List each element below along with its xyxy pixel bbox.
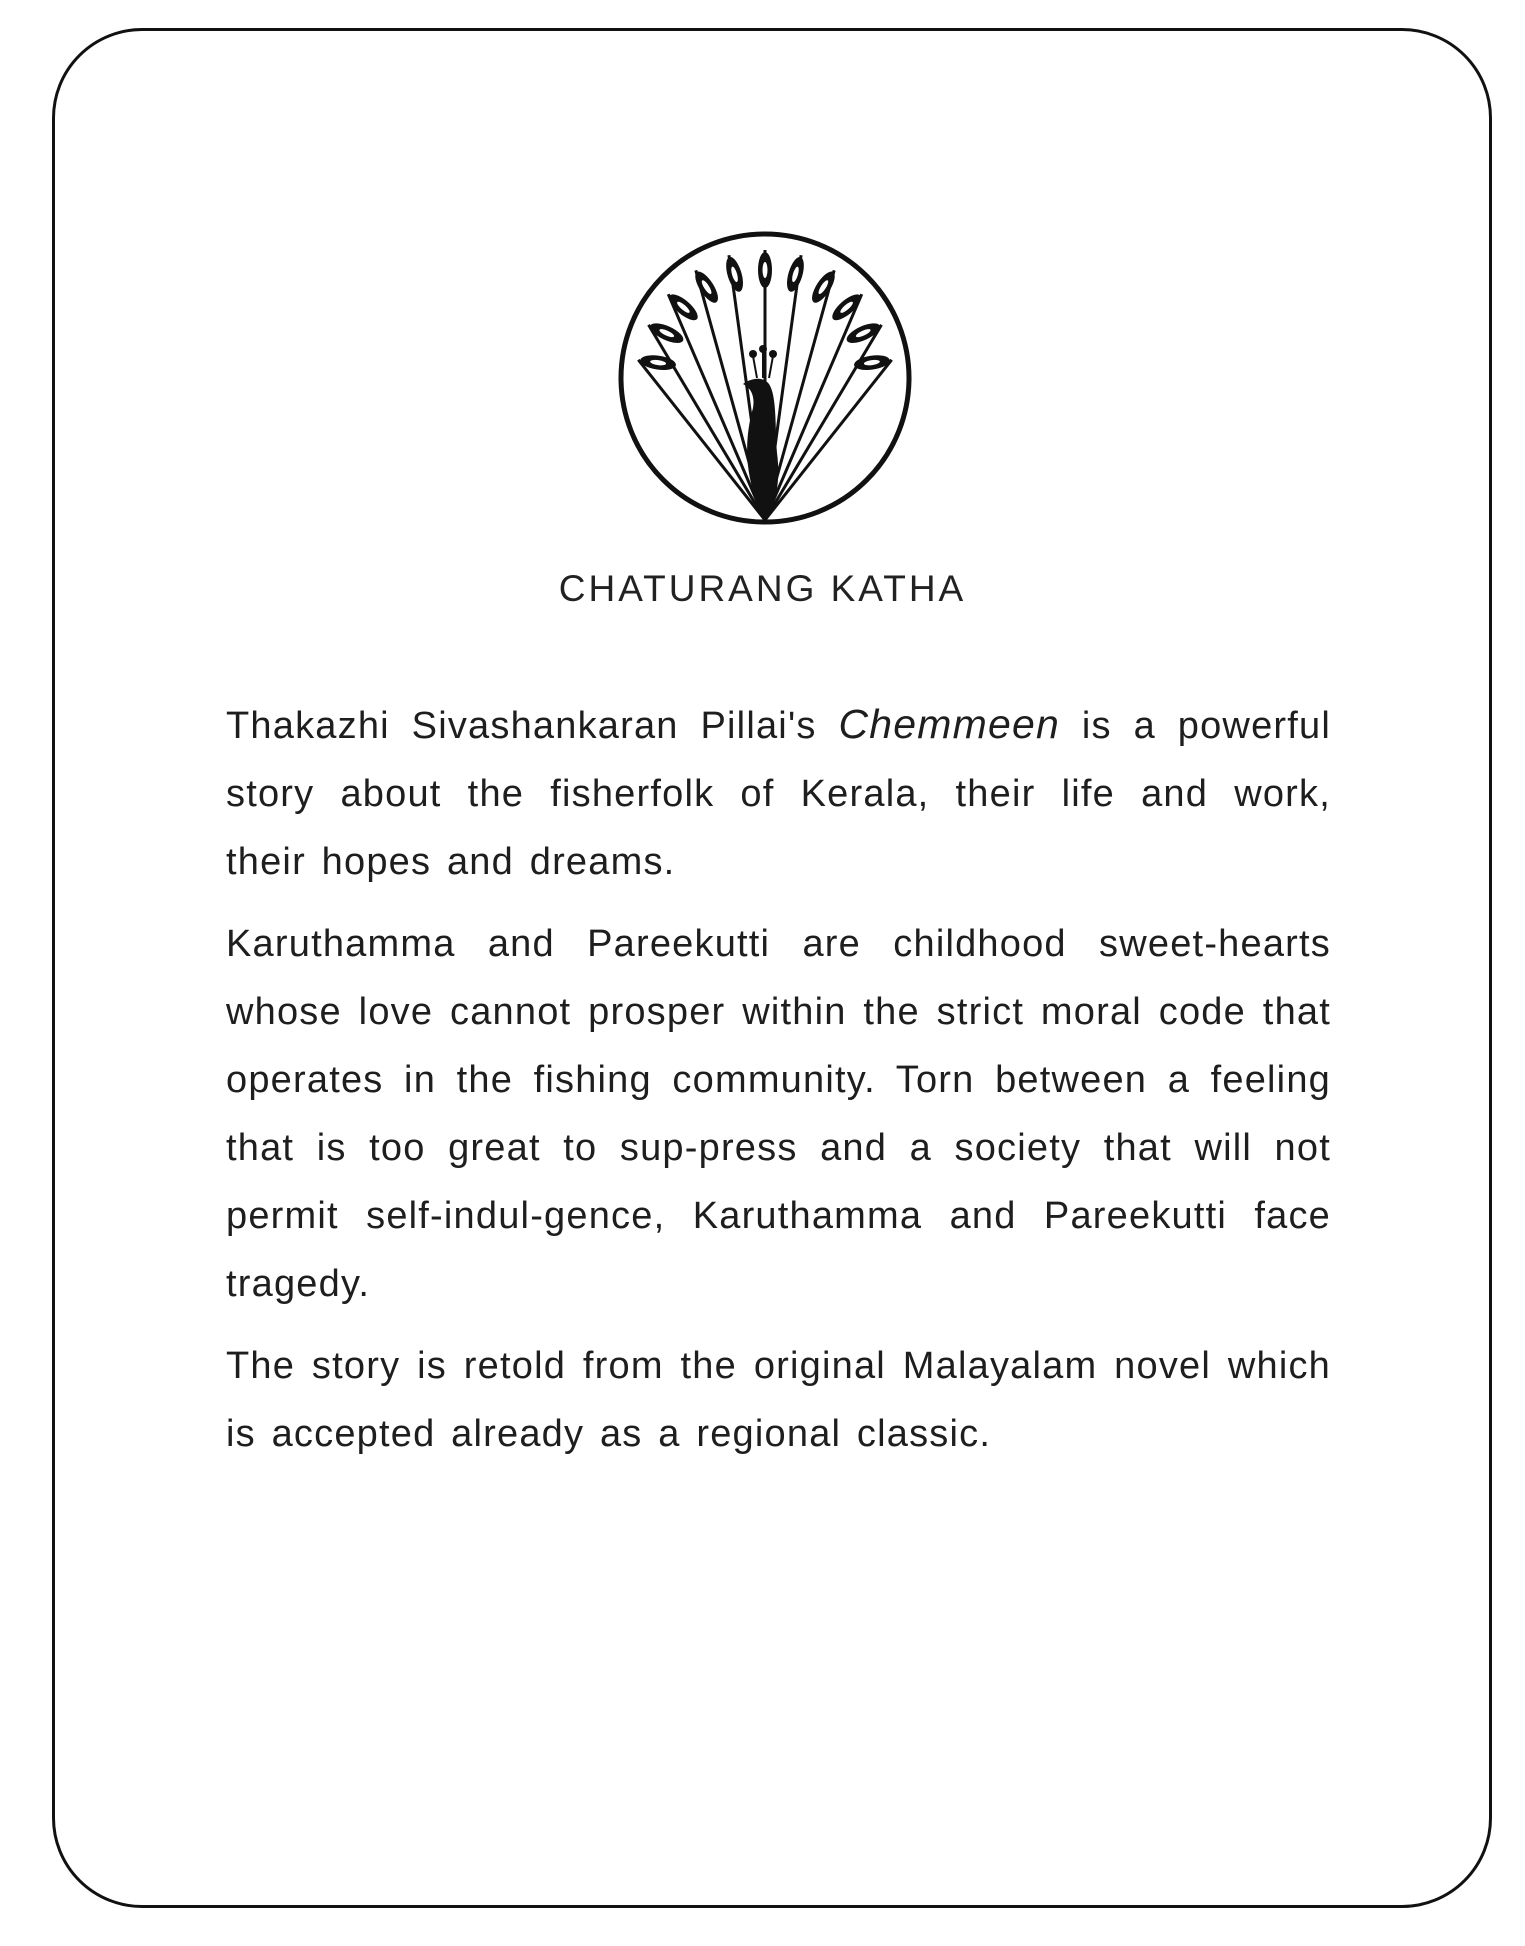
back-cover-blurb [226,690,1331,1482]
imprint-name: CHATURANG KATHA [558,568,967,609]
blurb-paragraph-2: Karuthamma and Pareekutti are childhood sweet-hearts whose love cannot prosper within the strict moral code that operates in the fishing community. Torn between a feeling that is too great to sup-press and a society that will not permit self-indul-gence, Karuthamma and Pareekutti face tragedy. [226,923,1331,1305]
blurb-p1-before: Thakazhi Sivashankaran Pillai's [226,705,839,747]
blurb-paragraph-1 [226,690,1331,896]
blurb-p1-after: is a powerful story about the fisherfolk of Kerala, their life and work, their hopes and dreams. [226,705,1331,883]
blurb-paragraph-3: The story is retold from the original Malayalam novel which is accepted already as a regional classic. [226,1345,1331,1455]
peacock-emblem-icon [615,228,915,528]
book-title: Chemmeen [838,701,1060,747]
